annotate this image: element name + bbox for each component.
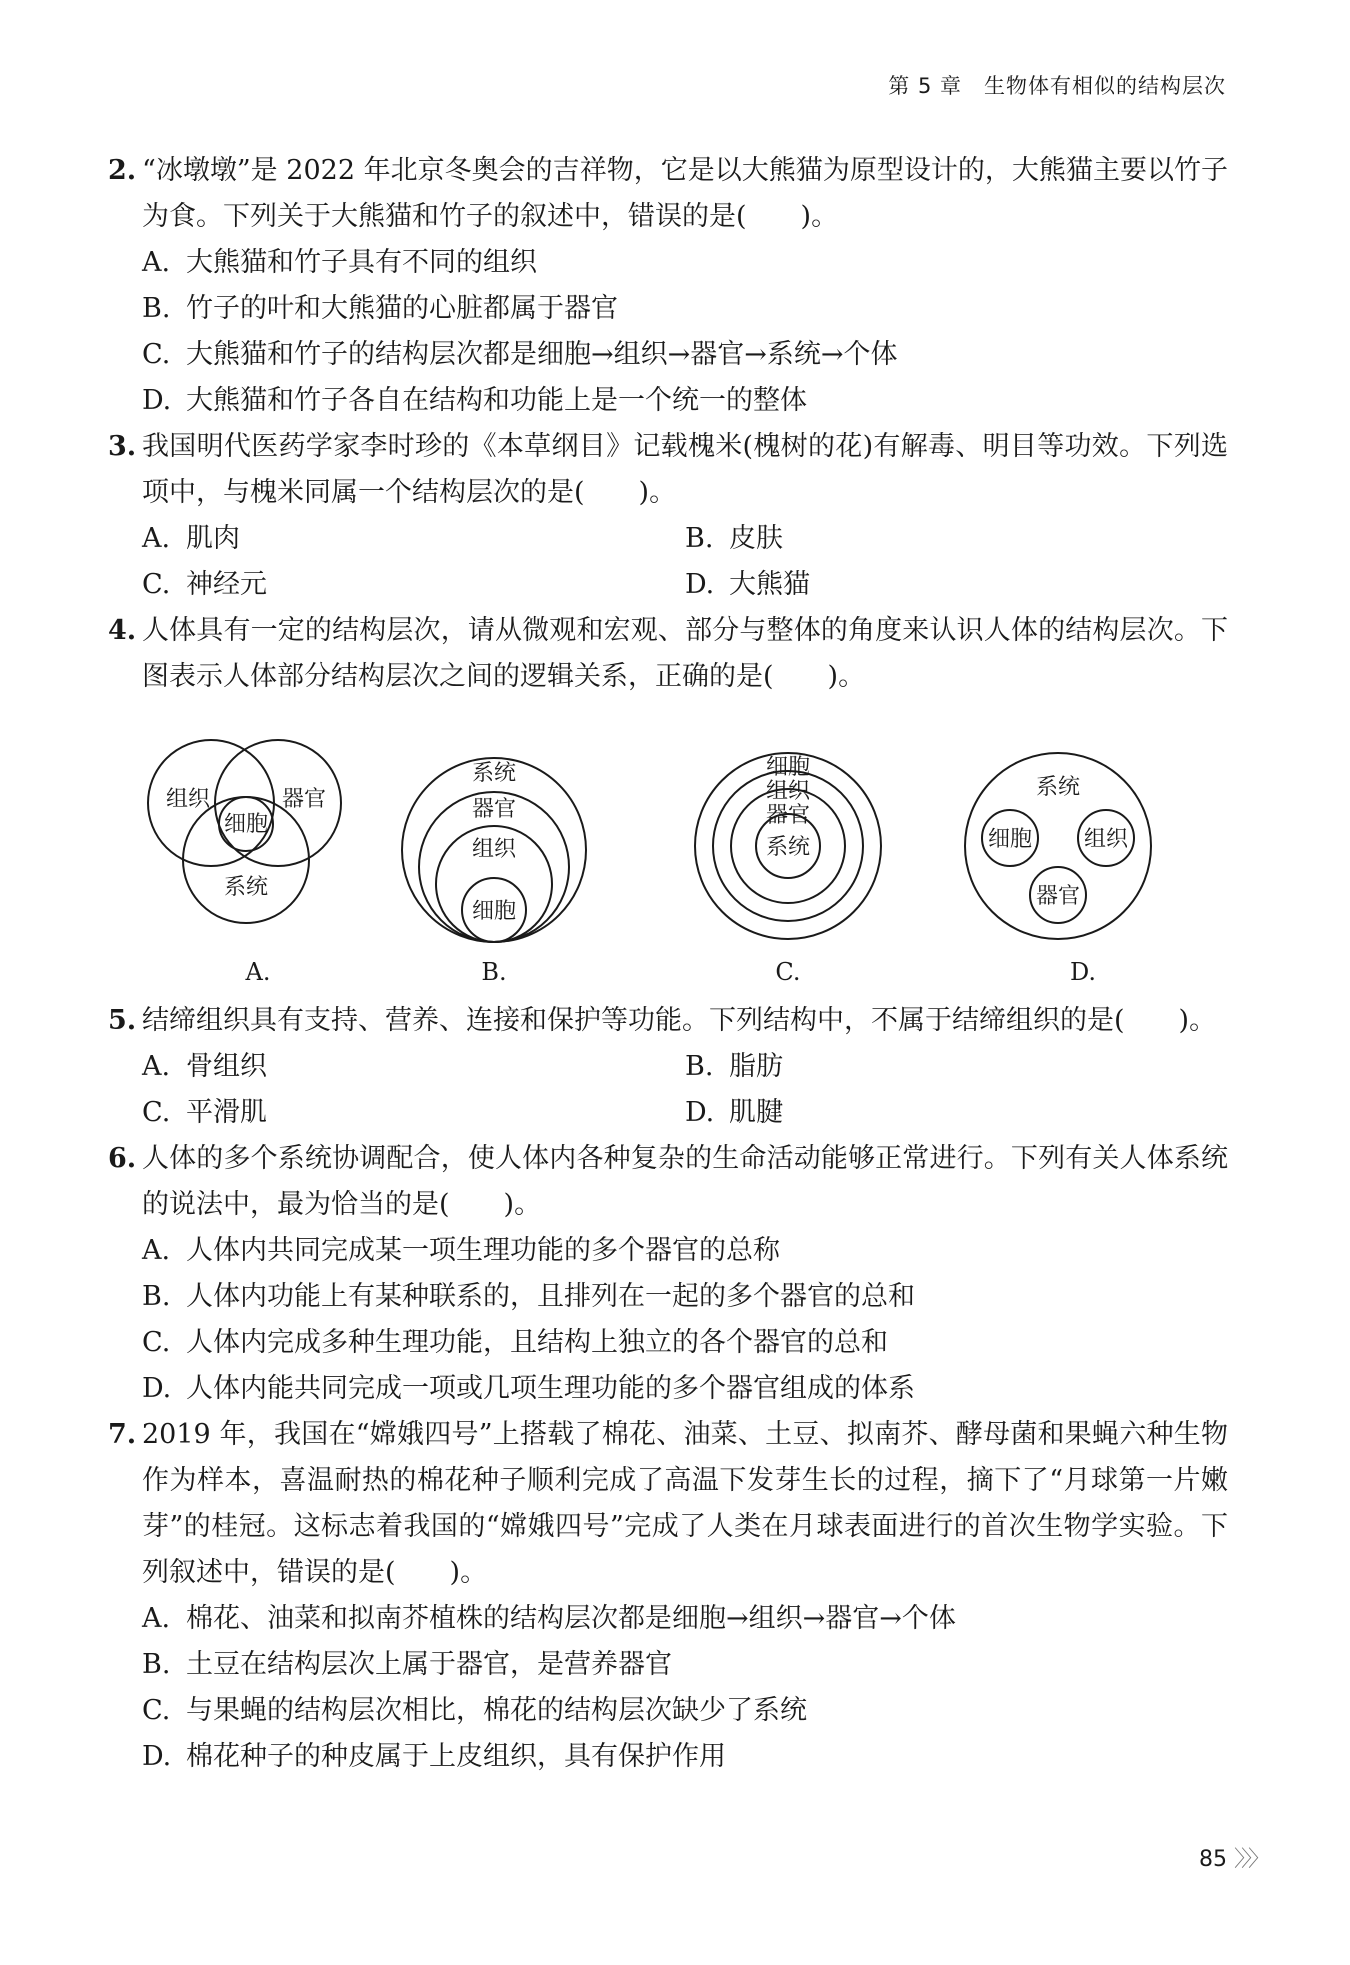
question-4 (108, 608, 1228, 700)
b-label-tissue: 组织 (471, 837, 517, 862)
option-a[interactable]: A. 肌肉 (142, 523, 240, 554)
a-label-cell: 细胞 (223, 812, 269, 837)
option-c[interactable]: C. 神经元 (142, 569, 267, 600)
option-a[interactable]: A. 骨组织 (142, 1051, 267, 1082)
option-b[interactable]: B. 竹子的叶和大熊猫的心脏都属于器官 (142, 293, 618, 324)
page-footer (1199, 1842, 1266, 1873)
option-d[interactable]: D. 人体内能共同完成一项或几项生理功能的多个器官组成的体系 (142, 1373, 915, 1404)
c-label-system: 系统 (765, 835, 811, 860)
question-stem: “冰墩墩”是 2022 年北京冬奥会的吉祥物，它是以大熊猫为原型设计的，大熊猫主要以竹子为食。下列关于大熊猫和竹子的叙述中，错误的是( )。 (142, 155, 1228, 232)
option-d[interactable]: D. 肌腱 (685, 1097, 783, 1128)
question-list (108, 148, 1228, 1780)
option-d[interactable]: D. 大熊猫 (685, 569, 810, 600)
page-number: 85 (1198, 1847, 1227, 1872)
structure-level-diagrams (108, 708, 1228, 998)
question-number: 7. (108, 1419, 137, 1450)
option-c[interactable]: C. 大熊猫和竹子的结构层次都是细胞→组织→器官→系统→个体 (142, 339, 898, 370)
diagram-option-a[interactable]: A. (245, 958, 271, 986)
c-label-tissue: 组织 (765, 779, 811, 804)
d-label-tissue: 组织 (1083, 827, 1129, 852)
option-b[interactable]: B. 脂肪 (685, 1051, 783, 1082)
option-b[interactable]: B. 土豆在结构层次上属于器官，是营养器官 (142, 1649, 672, 1680)
diagram-option-c[interactable]: C. (775, 958, 801, 986)
chapter-header: 第 5 章 生物体有相似的结构层次 (888, 74, 1226, 98)
question-number: 4. (108, 615, 137, 646)
a-label-system: 系统 (223, 875, 269, 900)
option-c[interactable]: C. 人体内完成多种生理功能，且结构上独立的各个器官的总和 (142, 1327, 888, 1358)
diagram-option-b[interactable]: B. (481, 958, 507, 986)
question-stem: 2019 年，我国在“嫦娥四号”上搭载了棉花、油菜、土豆、拟南芥、酵母菌和果蝇六种生物作为样本，喜温耐热的棉花种子顺利完成了高温下发芽生长的过程，摘下了“月球第一片嫩芽”的桂冠。这标志着我国的“嫦娥四号”完成了人类在月球表面进行的首次生物学实验。下列叙述中，错误的是( )。 (142, 1419, 1228, 1588)
question-3 (108, 424, 1228, 608)
question-stem: 结缔组织具有支持、营养、连接和保护等功能。下列结构中，不属于结缔组织的是( )。 (142, 1005, 1217, 1036)
d-label-organ: 器官 (1035, 884, 1081, 909)
d-label-cell: 细胞 (987, 827, 1033, 852)
c-label-organ: 器官 (765, 803, 811, 828)
a-label-tissue: 组织 (165, 787, 211, 812)
a-label-organ: 器官 (281, 787, 327, 812)
question-2 (108, 148, 1228, 424)
d-label-system: 系统 (1035, 775, 1081, 800)
option-d[interactable]: D. 大熊猫和竹子各自在结构和功能上是一个统一的整体 (142, 385, 807, 416)
b-label-cell: 细胞 (471, 899, 517, 924)
option-a[interactable]: A. 大熊猫和竹子具有不同的组织 (142, 247, 537, 278)
question-number: 3. (108, 431, 137, 462)
option-a[interactable]: A. 棉花、油菜和拟南芥植株的结构层次都是细胞→组织→器官→个体 (142, 1603, 956, 1634)
option-a[interactable]: A. 人体内共同完成某一项生理功能的多个器官的总称 (142, 1235, 780, 1266)
question-5 (108, 998, 1228, 1136)
option-c[interactable]: C. 平滑肌 (142, 1097, 267, 1128)
diagrams-svg (108, 708, 1238, 998)
option-b[interactable]: B. 人体内功能上有某种联系的，且排列在一起的多个器官的总和 (142, 1281, 915, 1312)
diagram-option-d[interactable]: D. (1069, 958, 1097, 986)
option-c[interactable]: C. 与果蝇的结构层次相比，棉花的结构层次缺少了系统 (142, 1695, 807, 1726)
question-number: 5. (108, 1005, 137, 1036)
question-stem: 人体具有一定的结构层次，请从微观和宏观、部分与整体的角度来认识人体的结构层次。下图表示人体部分结构层次之间的逻辑关系，正确的是( )。 (142, 615, 1228, 692)
chevron-right-icon: 〉〉〉 (1233, 1847, 1266, 1872)
question-6 (108, 1136, 1228, 1412)
question-stem: 我国明代医药学家李时珍的《本草纲目》记载槐米(槐树的花)有解毒、明目等功效。下列选项中，与槐米同属一个结构层次的是( )。 (142, 431, 1228, 508)
question-number: 6. (108, 1143, 137, 1174)
c-label-cell: 细胞 (765, 755, 811, 780)
option-d[interactable]: D. 棉花种子的种皮属于上皮组织，具有保护作用 (142, 1741, 726, 1772)
question-7 (108, 1412, 1228, 1780)
question-number: 2. (108, 155, 137, 186)
question-stem: 人体的多个系统协调配合，使人体内各种复杂的生命活动能够正常进行。下列有关人体系统的说法中，最为恰当的是( )。 (142, 1143, 1228, 1220)
b-label-organ: 器官 (471, 797, 517, 822)
b-label-system: 系统 (471, 761, 517, 786)
option-b[interactable]: B. 皮肤 (685, 523, 783, 554)
